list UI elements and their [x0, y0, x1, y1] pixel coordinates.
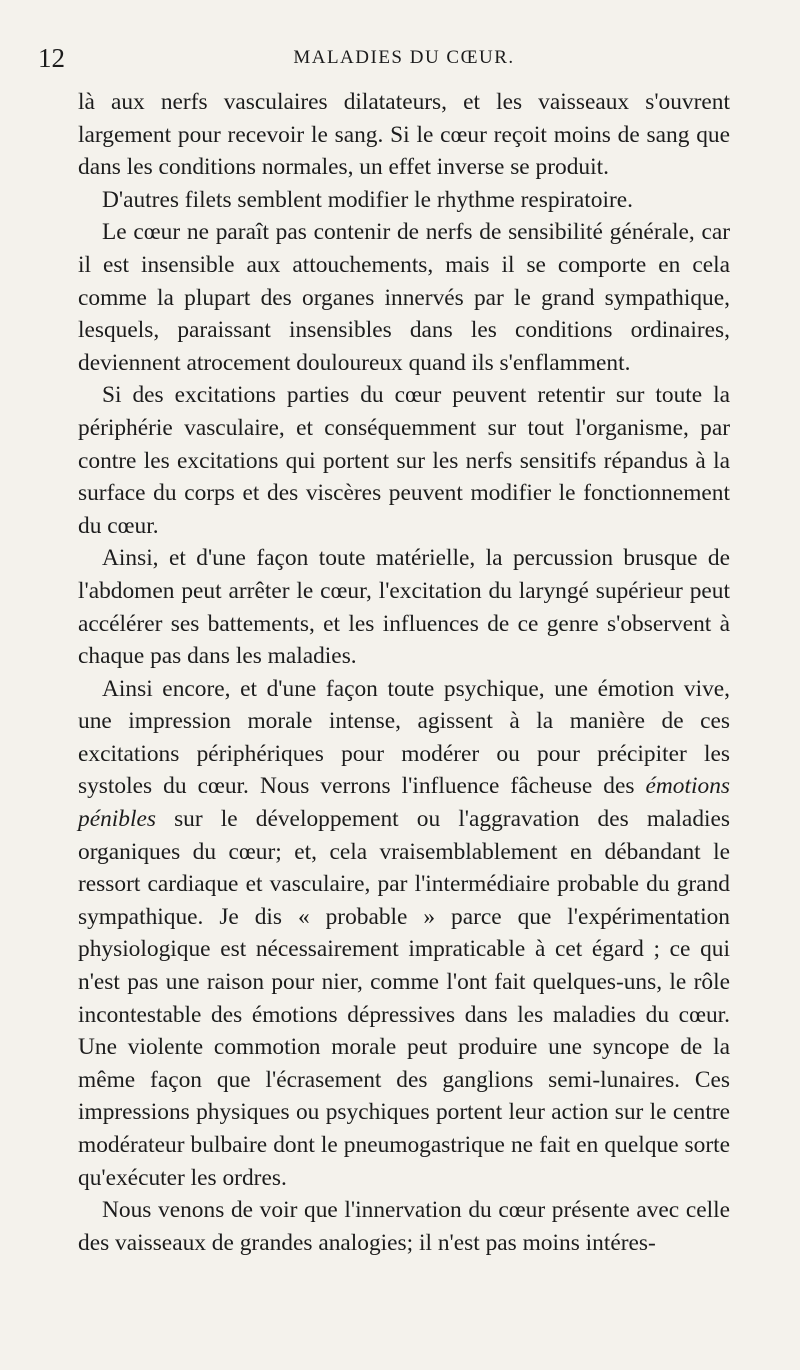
paragraph-psychic-part-1: Ainsi encore, et d'une façon toute psychique, une émotion vive, une impression morale intense, agissent à la manière de ces excitations périphériques pour modérer ou pour précipiter les systoles du cœur. Nous verrons l'influence fâcheuse des [78, 675, 730, 800]
paragraph-psychic [78, 673, 730, 1195]
paragraph-continuation: là aux nerfs vasculaires dilatateurs, et les vaisseaux s'ouvrent largement pour recevoir le sang. Si le cœur reçoit moins de sang que dans les conditions normales, un effet inverse se produit. [78, 89, 730, 181]
running-title: MALADIES DU CŒUR. [293, 47, 515, 68]
paragraph-innervation: Nous venons de voir que l'innervation du cœur présente avec celle des vaisseaux de grandes analogies; il n'est pas moins intéres- [78, 1197, 730, 1256]
body-text [78, 86, 730, 1259]
paragraph-respiration: D'autres filets semblent modifier le rhythme respiratoire. [102, 186, 633, 213]
page-number: 12 [38, 43, 65, 73]
emphasis-painful-emotions: émotions pénibles [78, 773, 730, 833]
paragraph-material: Ainsi, et d'une façon toute matérielle, la percussion brusque de l'abdomen peut arrêter le cœur, l'excitation du laryngé supérieur peut accélérer ses battements, et les influences de ce genre s'observent à chaque pas dans les maladies. [78, 545, 730, 670]
running-head [38, 40, 730, 80]
paragraph-psychic-part-2: sur le développement ou l'aggravation des maladies organiques du cœur; et, cela vraisemblablement en débandant le ressort cardiaque et vasculaire, par l'intermédiaire probable du grand sympathique. Je dis « probable » parce que l'expérimentation physiologique est nécessairement impraticable à cet égard ; ce qui n'est pas une raison pour nier, comme l'ont fait quelques-uns, le rôle incontestable des émotions dépressives dans les maladies du cœur. Une violente commotion morale peut produire une syncope de la même façon que l'écrasement des ganglions semi-lunaires. Ces impressions physiques ou psychiques portent leur action sur le centre modérateur bulbaire dont le pneumogastrique ne fait en quelque sorte qu'exécuter les ordres. [78, 806, 730, 1191]
paragraph-sensibility: Le cœur ne paraît pas contenir de nerfs de sensibilité générale, car il est insensible aux attouchements, mais il se comporte en cela comme la plupart des organes innervés par le grand sympathique, lesquels, paraissant insensibles dans les conditions ordinaires, deviennent atrocement douloureux quand ils s'enflamment. [78, 219, 730, 376]
book-page [38, 40, 730, 1259]
paragraph-excitations: Si des excitations parties du cœur peuvent retentir sur toute la périphérie vasculaire, et conséquemment sur tout l'organisme, par contre les excitations qui portent sur les nerfs sensitifs répandus à la surface du corps et des viscères peuvent modifier le fonctionnement du cœur. [78, 382, 730, 539]
